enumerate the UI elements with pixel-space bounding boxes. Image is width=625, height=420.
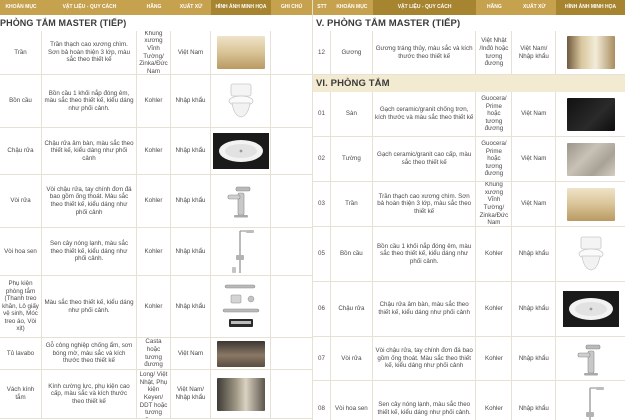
item-spec: Bồn cầu 1 khối nắp đóng êm, màu sắc theo thiết kế, kiểu dáng như phối cảnh. <box>373 227 477 281</box>
item-note <box>271 31 312 74</box>
item-number: 07 <box>313 337 331 380</box>
left-header-row <box>0 0 312 15</box>
item-number: 05 <box>313 227 331 281</box>
header-item: KHOẢN MỤC <box>336 3 368 10</box>
item-origin: Việt Nam <box>512 182 556 226</box>
item-image-cell <box>211 338 271 369</box>
item-note <box>271 175 312 227</box>
header-brand: HÃNG <box>146 3 162 10</box>
item-spec: Sen cây nóng lạnh, màu sắc theo thiết kế, kiểu dáng như phối cảnh. <box>373 381 477 420</box>
accessories-image <box>217 281 265 333</box>
item-spec: Gỗ công nghiệp chống ẩm, sơn bóng mờ, màu sắc và kích thước theo thiết kế <box>42 338 137 369</box>
table-row <box>313 337 625 381</box>
item-note <box>271 338 312 369</box>
item-brand: Kohler <box>476 227 512 281</box>
item-number: 02 <box>313 137 331 181</box>
item-brand: Kohler <box>137 228 171 275</box>
item-spec: Sen cây nóng lạnh, màu sắc theo thiết kế, kiểu dáng như phối cảnh. <box>42 228 137 275</box>
item-brand: Kohler <box>137 175 171 227</box>
item-name: Tủ lavabo <box>0 338 42 369</box>
item-image-cell <box>556 31 625 74</box>
left-rows <box>0 31 312 419</box>
item-number: 08 <box>313 381 331 420</box>
table-row <box>313 137 625 182</box>
item-image-cell <box>211 128 271 174</box>
item-spec: Chậu rửa âm bàn, màu sắc theo thiết kế, kiểu dáng như phối cảnh <box>373 282 477 336</box>
item-origin: Nhập khẩu <box>171 75 211 127</box>
right-table <box>312 0 625 420</box>
header-image: HÌNH ẢNH MINH HỌA <box>556 0 625 15</box>
item-name: Sàn <box>331 92 373 136</box>
item-note <box>271 75 312 127</box>
section-v-rows <box>313 31 625 75</box>
item-brand: Casta hoặc tương đương <box>137 338 171 369</box>
item-spec: Chậu rửa âm bàn, màu sắc theo thiết kế, kiểu dáng như phối cảnh <box>42 128 137 174</box>
item-brand: Kohler <box>476 381 512 420</box>
table-row <box>0 175 312 228</box>
table-row <box>313 92 625 137</box>
item-origin: Nhập khẩu <box>512 337 556 380</box>
item-origin: Nhập khẩu <box>171 175 211 227</box>
table-row <box>0 370 312 419</box>
item-brand: Kohler <box>476 282 512 336</box>
item-origin: Nhập khẩu <box>512 227 556 281</box>
item-image-cell <box>211 276 271 337</box>
item-name: Vòi hoa sen <box>331 381 373 420</box>
item-name: Vòi rửa <box>331 337 373 380</box>
header-spec: VẬT LIỆU - QUY CÁCH <box>373 0 477 15</box>
item-image-cell <box>556 381 625 420</box>
item-note <box>271 228 312 275</box>
item-image-cell <box>556 282 625 336</box>
item-spec: Vòi chậu rửa, tay chính đơn đá bao gồm ống thoát. Màu sắc theo thiết kế, kiểu dáng như phối cảnh <box>42 175 137 227</box>
table-row <box>0 276 312 338</box>
table-row <box>0 75 312 128</box>
item-spec: Bồn cầu 1 khối nắp đóng êm, màu sắc theo thiết kế, kiểu dáng như phối cảnh. <box>42 75 137 127</box>
table-row <box>313 182 625 227</box>
item-name: Chậu rửa <box>0 128 42 174</box>
item-name: Vòi rửa <box>0 175 42 227</box>
item-number: 06 <box>313 282 331 336</box>
ceiling-image <box>217 36 265 69</box>
item-brand: Kohler <box>137 128 171 174</box>
item-origin: Việt Nam <box>171 31 211 74</box>
section-title: PHÒNG TẮM MASTER (TIẾP) <box>0 18 127 28</box>
basin-image <box>563 291 619 327</box>
table-row <box>313 282 625 337</box>
item-origin: Việt Nam <box>512 92 556 136</box>
item-image-cell <box>556 227 625 281</box>
item-origin: Việt Nam/ Nhập khẩu <box>171 370 211 418</box>
shower-image <box>576 384 606 420</box>
table-row <box>0 338 312 370</box>
item-image-cell <box>211 228 271 275</box>
item-image-cell <box>211 175 271 227</box>
ceiling-image <box>567 188 615 221</box>
item-number: 03 <box>313 182 331 226</box>
floor-tile-image <box>567 98 615 131</box>
item-spec: Trần thạch cao xương chìm. Sơn bả hoàn thiện 3 lớp, màu sắc theo thiết kế <box>373 182 477 226</box>
section-vi-rows <box>313 92 625 420</box>
item-origin: Nhập khẩu <box>171 228 211 275</box>
item-spec: Vòi chậu rửa, tay chính đơn đá bao gồm ống thoát. Màu sắc theo thiết kế, kiểu dáng như phối cảnh <box>373 337 477 380</box>
item-name: Gương <box>331 31 373 74</box>
item-name: Trần <box>331 182 373 226</box>
item-name: Chậu rửa <box>331 282 373 336</box>
wall-tile-image <box>567 143 615 176</box>
item-image-cell <box>556 92 625 136</box>
item-brand: Guocera/ Prime hoặc tương đương <box>476 137 512 181</box>
header-note: GHI CHÚ <box>280 3 303 10</box>
item-origin: Việt Nam/ Nhập khẩu <box>512 31 556 74</box>
item-origin: Việt Nam <box>512 137 556 181</box>
item-image-cell <box>556 337 625 380</box>
table-row <box>0 228 312 276</box>
table-row <box>0 128 312 175</box>
item-brand: Khung xương Vĩnh Tường/ Zinka/Đức Nam <box>476 182 512 226</box>
item-origin: Nhập khẩu <box>512 282 556 336</box>
item-brand: Guocera/ Prime hoặc tương đương <box>476 92 512 136</box>
table-row <box>313 31 625 75</box>
item-brand: Khung xương Vĩnh Tường/ Zinka/Đức Nam <box>137 31 171 74</box>
item-spec: Gạch ceramic/granit chống trơn, kích thước và màu sắc theo thiết kế <box>373 92 477 136</box>
cabinet-image <box>217 341 265 367</box>
item-note <box>271 128 312 174</box>
header-image: HÌNH ẢNH MINH HỌA <box>211 0 271 15</box>
item-origin: Nhập khẩu <box>171 128 211 174</box>
item-note <box>271 370 312 418</box>
item-name: Vòi hoa sen <box>0 228 42 275</box>
item-name: Vách kính tắm <box>0 370 42 418</box>
faucet-image <box>574 341 608 377</box>
table-row <box>313 381 625 420</box>
header-spec: VẬT LIỆU - QUY CÁCH <box>62 3 117 10</box>
faucet-image <box>224 183 258 219</box>
item-name: Bồn cầu <box>331 227 373 281</box>
header-origin: XUẤT XỨ <box>179 3 203 10</box>
basin-image <box>213 133 269 169</box>
item-spec: Trần thạch cao xương chìm. Sơn bả hoàn thiện 3 lớp, màu sắc theo thiết kế <box>42 31 137 74</box>
right-header-row <box>313 0 625 15</box>
header-stt: STT <box>317 3 327 10</box>
item-brand: Việt Nhật /Inđô hoặc tương đương <box>476 31 512 74</box>
item-image-cell <box>556 137 625 181</box>
section-vi-title: VI. PHÒNG TẮM <box>313 75 625 92</box>
item-spec: Gạch ceramic/granit cao cấp, màu sắc theo thiết kế <box>373 137 477 181</box>
item-number: 01 <box>313 92 331 136</box>
item-image-cell <box>211 370 271 418</box>
item-note <box>271 276 312 337</box>
shower-image <box>226 228 256 275</box>
item-image-cell <box>211 75 271 127</box>
item-origin: Nhập khẩu <box>512 381 556 420</box>
item-name: Bồn cầu <box>0 75 42 127</box>
toilet-image <box>224 82 258 120</box>
header-origin: XUẤT XỨ <box>523 3 546 10</box>
item-brand: Kohler <box>476 337 512 380</box>
item-brand: Kohler <box>137 75 171 127</box>
table-row <box>0 31 312 75</box>
glass-image <box>217 378 265 411</box>
item-name: Tường <box>331 137 373 181</box>
item-image-cell <box>211 31 271 74</box>
item-name: Trần <box>0 31 42 74</box>
left-table <box>0 0 312 420</box>
item-number: 12 <box>313 31 331 74</box>
item-name: Phụ kiện phòng tắm (Thanh treo khăn, Lô giấy vệ sinh, Móc treo áo, Vòi xịt) <box>0 276 42 337</box>
item-spec: Gương tráng thủy, màu sắc và kích thước theo thiết kế <box>373 31 477 74</box>
item-brand: Long/ Việt Nhật, Phụ kiện Keyen/ DDT hoặc tương <box>137 370 171 418</box>
item-brand: Kohler <box>137 276 171 337</box>
item-origin: Việt Nam <box>171 338 211 369</box>
section-v-title: V. PHÒNG TẮM MASTER (TIẾP) <box>316 17 461 29</box>
item-spec: Màu sắc theo thiết kế, kiểu dáng như phối cảnh. <box>42 276 137 337</box>
item-origin: Nhập khẩu <box>171 276 211 337</box>
mirror-image <box>567 36 615 69</box>
header-brand: HÃNG <box>487 3 502 10</box>
toilet-image <box>574 235 608 273</box>
table-row <box>313 227 625 282</box>
item-image-cell <box>556 182 625 226</box>
item-spec: Kính cường lực, phụ kiện cao cấp, màu sắc và kích thước theo thiết kế <box>42 370 137 418</box>
header-item: KHOẢN MỤC <box>5 3 37 10</box>
